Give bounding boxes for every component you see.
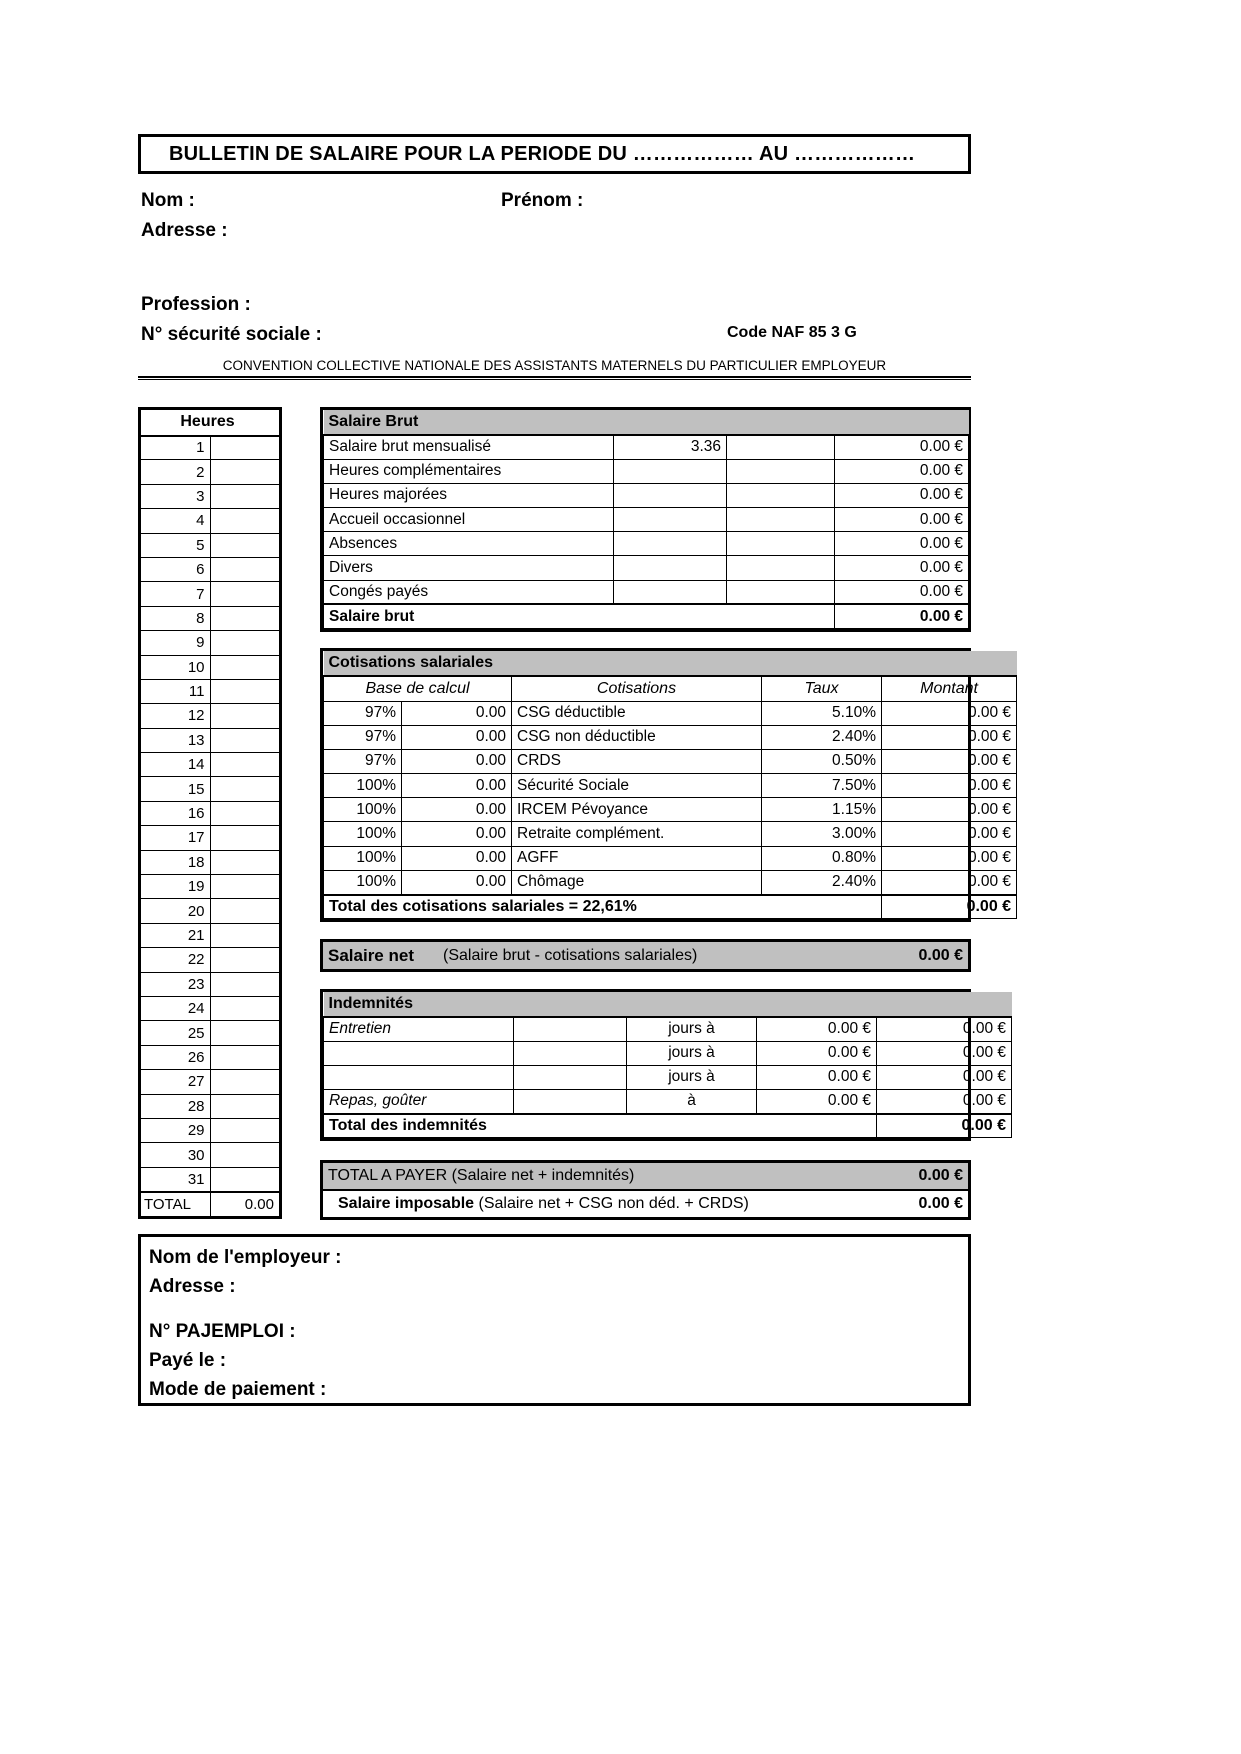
- cotisation-base: 0.00: [402, 701, 512, 725]
- hours-row: [141, 484, 280, 508]
- cotisation-montant: 0.00 €: [882, 798, 1017, 822]
- hours-row: [141, 436, 280, 460]
- cotisation-pct: 100%: [324, 846, 402, 870]
- indemnites-band-row: [324, 992, 1012, 1017]
- hours-day-number: 31: [141, 1167, 211, 1191]
- employer-spacer: [149, 1305, 968, 1321]
- indemnite-unit: jours à: [627, 1017, 757, 1041]
- hours-day-number: 23: [141, 972, 211, 996]
- hours-day-number: 2: [141, 460, 211, 484]
- hours-day-value[interactable]: [210, 484, 280, 508]
- indemnite-quantity[interactable]: [514, 1090, 627, 1114]
- document-title: BULLETIN DE SALAIRE POUR LA PERIODE DU ……………… AU ………………: [169, 142, 916, 165]
- salaire-brut-amount: 0.00 €: [835, 483, 969, 507]
- hours-day-value[interactable]: [210, 972, 280, 996]
- hours-total-row: [141, 1192, 280, 1216]
- cotisations-total-amount: 0.00 €: [882, 895, 1017, 919]
- salaire-imposable-row: [323, 1190, 968, 1217]
- hours-row: [141, 923, 280, 947]
- header-taux: Taux: [762, 676, 882, 701]
- salaire-net-section: [320, 939, 971, 972]
- hours-row: [141, 460, 280, 484]
- hours-day-value[interactable]: [210, 899, 280, 923]
- salaire-brut-label: Heures complémentaires: [324, 459, 614, 483]
- hours-row: [141, 899, 280, 923]
- hours-day-value[interactable]: [210, 1045, 280, 1069]
- hours-day-number: 6: [141, 557, 211, 581]
- hours-day-number: 29: [141, 1118, 211, 1142]
- header-montant: Montant: [882, 676, 1017, 701]
- cotisation-base: 0.00: [402, 822, 512, 846]
- cotisation-montant: 0.00 €: [882, 822, 1017, 846]
- salaire-brut-base[interactable]: [614, 459, 727, 483]
- salaire-imposable-amount: 0.00 €: [918, 1195, 963, 1212]
- indemnite-unit: jours à: [627, 1041, 757, 1065]
- cotisation-pct: 100%: [324, 870, 402, 894]
- hours-day-value[interactable]: [210, 679, 280, 703]
- indemnites-section: [320, 989, 1007, 1141]
- salaire-brut-row: [324, 459, 969, 483]
- employer-mode-paiement-label: Mode de paiement :: [149, 1379, 327, 1400]
- hours-row: [141, 557, 280, 581]
- salaire-brut-amount: 0.00 €: [835, 459, 969, 483]
- hours-table: [138, 407, 282, 1219]
- hours-day-value[interactable]: [210, 996, 280, 1020]
- hours-day-number: 3: [141, 484, 211, 508]
- hours-day-value[interactable]: [210, 557, 280, 581]
- hours-day-number: 9: [141, 631, 211, 655]
- hours-row: [141, 777, 280, 801]
- cotisations-band-row: [324, 651, 1017, 676]
- employer-nom-label: Nom de l'employeur :: [149, 1247, 342, 1268]
- indemnite-row: [324, 1041, 1012, 1065]
- hours-day-value[interactable]: [210, 1167, 280, 1191]
- employer-paye-label: Payé le :: [149, 1350, 227, 1371]
- convention-collective-text: CONVENTION COLLECTIVE NATIONALE DES ASSISTANTS MATERNELS DU PARTICULIER EMPLOYEUR: [222, 358, 887, 373]
- salaire-brut-amount: 0.00 €: [835, 556, 969, 580]
- cotisation-taux: 0.50%: [762, 749, 882, 773]
- indemnites-total-label: Total des indemnités: [324, 1114, 877, 1138]
- code-naf: Code NAF 85 3 G: [727, 324, 857, 341]
- cotisation-row: [324, 870, 1017, 894]
- cotisation-pct: 100%: [324, 798, 402, 822]
- hours-row: [141, 753, 280, 777]
- salaire-imposable-detail: (Salaire net + CSG non déd. + CRDS): [478, 1195, 749, 1212]
- cotisation-row: [324, 725, 1017, 749]
- cotisation-montant: 0.00 €: [882, 870, 1017, 894]
- indemnite-row: [324, 1090, 1012, 1114]
- total-a-payer-label: TOTAL A PAYER (Salaire net + indemnités): [323, 1163, 833, 1190]
- cotisation-label: CSG non déductible: [512, 725, 762, 749]
- hours-day-number: 18: [141, 850, 211, 874]
- hours-day-value[interactable]: [210, 1118, 280, 1142]
- hours-day-value[interactable]: [210, 801, 280, 825]
- indemnite-unit: à: [627, 1090, 757, 1114]
- hours-row: [141, 826, 280, 850]
- hours-day-number: 5: [141, 533, 211, 557]
- hours-day-number: 27: [141, 1070, 211, 1094]
- salaire-brut-mid[interactable]: [727, 435, 835, 459]
- prenom-label: Prénom :: [501, 190, 584, 211]
- hours-total-value: 0.00: [210, 1192, 280, 1216]
- hours-day-value[interactable]: [210, 753, 280, 777]
- hours-row: [141, 582, 280, 606]
- hours-day-number: 25: [141, 1021, 211, 1045]
- hours-row: [141, 875, 280, 899]
- cotisation-taux: 7.50%: [762, 774, 882, 798]
- indemnites-total-row: [324, 1114, 1012, 1138]
- salaire-brut-amount: 0.00 €: [835, 580, 969, 604]
- cotisation-base: 0.00: [402, 749, 512, 773]
- indemnite-unit: jours à: [627, 1065, 757, 1089]
- hours-day-number: 11: [141, 679, 211, 703]
- hours-day-value[interactable]: [210, 533, 280, 557]
- cotisation-taux: 3.00%: [762, 822, 882, 846]
- cotisation-row: [324, 774, 1017, 798]
- cotisation-base: 0.00: [402, 846, 512, 870]
- salaire-brut-mid[interactable]: [727, 508, 835, 532]
- hours-row: [141, 1094, 280, 1118]
- salaire-brut-row: [324, 532, 969, 556]
- hours-header-label: Heures: [141, 410, 280, 436]
- hours-day-value[interactable]: [210, 850, 280, 874]
- cotisation-row: [324, 822, 1017, 846]
- hours-row: [141, 533, 280, 557]
- hours-row: [141, 631, 280, 655]
- identity-spacer: [141, 250, 981, 294]
- hours-day-value[interactable]: [210, 582, 280, 606]
- salaire-brut-mid[interactable]: [727, 459, 835, 483]
- salaire-brut-row: [324, 580, 969, 604]
- hours-day-number: 17: [141, 826, 211, 850]
- hours-day-number: 22: [141, 948, 211, 972]
- hours-day-number: 14: [141, 753, 211, 777]
- cotisation-montant: 0.00 €: [882, 749, 1017, 773]
- hours-day-value[interactable]: [210, 436, 280, 460]
- salaire-brut-base[interactable]: 3.36: [614, 435, 727, 459]
- hours-row: [141, 1167, 280, 1191]
- document-title-box: [138, 134, 971, 174]
- salaire-brut-base[interactable]: [614, 483, 727, 507]
- cotisation-row: [324, 798, 1017, 822]
- employee-identity-block: [141, 190, 981, 354]
- indemnite-amount: 0.00 €: [877, 1017, 1012, 1041]
- salaire-net-label: Salaire net: [323, 942, 443, 969]
- hours-day-number: 10: [141, 655, 211, 679]
- header-cotisations: Cotisations: [512, 676, 762, 701]
- cotisation-taux: 1.15%: [762, 798, 882, 822]
- hours-day-number: 13: [141, 728, 211, 752]
- profession-label: Profession :: [141, 294, 251, 315]
- salaire-brut-amount: 0.00 €: [835, 435, 969, 459]
- salaire-brut-total-label: Salaire brut: [324, 604, 835, 628]
- indemnite-rate[interactable]: 0.00 €: [757, 1090, 877, 1114]
- hours-day-number: 16: [141, 801, 211, 825]
- total-a-payer-row: [323, 1163, 968, 1190]
- adresse-label: Adresse :: [141, 220, 228, 241]
- hours-row: [141, 1070, 280, 1094]
- cotisation-label: CSG déductible: [512, 701, 762, 725]
- indemnite-quantity[interactable]: [514, 1065, 627, 1089]
- hours-row: [141, 679, 280, 703]
- cotisation-pct: 97%: [324, 701, 402, 725]
- hours-day-number: 30: [141, 1143, 211, 1167]
- indemnite-amount: 0.00 €: [877, 1090, 1012, 1114]
- salaire-brut-total-row: [324, 604, 969, 628]
- hours-day-number: 24: [141, 996, 211, 1020]
- cotisation-label: IRCEM Pévoyance: [512, 798, 762, 822]
- indemnite-quantity[interactable]: [514, 1017, 627, 1041]
- hours-row: [141, 704, 280, 728]
- cotisation-montant: 0.00 €: [882, 701, 1017, 725]
- convention-collective-block: [138, 358, 971, 380]
- total-a-payer-amount: 0.00 €: [833, 1163, 968, 1190]
- hours-day-number: 26: [141, 1045, 211, 1069]
- hours-day-value[interactable]: [210, 826, 280, 850]
- cotisations-section: [320, 648, 1012, 922]
- hours-day-number: 4: [141, 509, 211, 533]
- cotisation-row: [324, 749, 1017, 773]
- hours-row: [141, 1143, 280, 1167]
- cotisation-taux: 2.40%: [762, 870, 882, 894]
- hours-day-value[interactable]: [210, 1143, 280, 1167]
- hours-day-value[interactable]: [210, 875, 280, 899]
- indemnite-rate[interactable]: 0.00 €: [757, 1041, 877, 1065]
- salaire-imposable-label: [323, 1190, 833, 1217]
- cotisation-base: 0.00: [402, 798, 512, 822]
- hours-header-row: [141, 410, 280, 436]
- salaire-brut-label: Divers: [324, 556, 614, 580]
- salaire-brut-mid[interactable]: [727, 483, 835, 507]
- indemnite-label[interactable]: [324, 1065, 514, 1089]
- hours-day-value[interactable]: [210, 460, 280, 484]
- indemnite-amount: 0.00 €: [877, 1065, 1012, 1089]
- hours-day-value[interactable]: [210, 1070, 280, 1094]
- hours-day-value[interactable]: [210, 728, 280, 752]
- cotisation-pct: 100%: [324, 774, 402, 798]
- hours-day-value[interactable]: [210, 923, 280, 947]
- nom-label: Nom :: [141, 190, 195, 211]
- hours-row: [141, 509, 280, 533]
- salaire-brut-amount: 0.00 €: [835, 532, 969, 556]
- hours-total-label: TOTAL: [141, 1192, 211, 1216]
- cotisations-total-row: [324, 895, 1017, 919]
- cotisation-label: Sécurité Sociale: [512, 774, 762, 798]
- salaire-brut-base[interactable]: [614, 580, 727, 604]
- hours-day-number: 20: [141, 899, 211, 923]
- cotisation-base: 0.00: [402, 870, 512, 894]
- securite-sociale-label: N° sécurité sociale :: [141, 324, 322, 345]
- hours-day-value[interactable]: [210, 606, 280, 630]
- salaire-brut-band-label: Salaire Brut: [324, 410, 969, 435]
- hours-day-number: 19: [141, 875, 211, 899]
- salaire-brut-amount: 0.00 €: [835, 508, 969, 532]
- indemnite-rate[interactable]: 0.00 €: [757, 1065, 877, 1089]
- indemnite-amount: 0.00 €: [877, 1041, 1012, 1065]
- salaire-brut-row: [324, 483, 969, 507]
- indemnite-label[interactable]: [324, 1041, 514, 1065]
- cotisation-montant: 0.00 €: [882, 774, 1017, 798]
- cotisations-total-label: Total des cotisations salariales = 22,61%: [324, 895, 882, 919]
- cotisation-pct: 100%: [324, 822, 402, 846]
- salaire-brut-label: Heures majorées: [324, 483, 614, 507]
- salaire-brut-base[interactable]: [614, 532, 727, 556]
- salaire-brut-mid[interactable]: [727, 556, 835, 580]
- hours-day-value[interactable]: [210, 704, 280, 728]
- identity-row-address: [141, 220, 981, 250]
- hours-day-number: 1: [141, 436, 211, 460]
- cotisation-taux: 0.80%: [762, 846, 882, 870]
- cotisation-label: Chômage: [512, 870, 762, 894]
- salaire-brut-mid[interactable]: [727, 580, 835, 604]
- salaire-brut-base[interactable]: [614, 556, 727, 580]
- indemnite-quantity[interactable]: [514, 1041, 627, 1065]
- hours-row: [141, 948, 280, 972]
- cotisations-band-label: Cotisations salariales: [324, 651, 1017, 676]
- cotisation-taux: 5.10%: [762, 701, 882, 725]
- employer-block: [138, 1234, 971, 1406]
- hours-day-value[interactable]: [210, 948, 280, 972]
- identity-row-profession: [141, 294, 981, 324]
- header-base-de-calcul: Base de calcul: [324, 676, 512, 701]
- cotisation-row: [324, 701, 1017, 725]
- cotisation-taux: 2.40%: [762, 725, 882, 749]
- salaire-brut-section: [320, 407, 971, 632]
- cotisation-montant: 0.00 €: [882, 846, 1017, 870]
- indemnite-label[interactable]: Repas, goûter: [324, 1090, 514, 1114]
- salaire-brut-row: [324, 508, 969, 532]
- hours-day-value[interactable]: [210, 1094, 280, 1118]
- hours-day-value[interactable]: [210, 509, 280, 533]
- salaire-net-row: [323, 942, 968, 969]
- indemnite-row: [324, 1065, 1012, 1089]
- cotisation-montant: 0.00 €: [882, 725, 1017, 749]
- salaire-brut-label: Salaire brut mensualisé: [324, 435, 614, 459]
- salaire-brut-row: [324, 435, 969, 459]
- employer-pajemploi-label: N° PAJEMPLOI :: [149, 1321, 296, 1342]
- totaux-section: [320, 1160, 971, 1220]
- cotisation-base: 0.00: [402, 774, 512, 798]
- salaire-brut-label: Congés payés: [324, 580, 614, 604]
- employer-adresse-label: Adresse :: [149, 1276, 236, 1297]
- indemnites-total-amount: 0.00 €: [877, 1114, 1012, 1138]
- hours-day-number: 7: [141, 582, 211, 606]
- hours-day-value[interactable]: [210, 655, 280, 679]
- cotisation-row: [324, 846, 1017, 870]
- hours-row: [141, 1021, 280, 1045]
- salaire-brut-total-amount: 0.00 €: [835, 604, 969, 628]
- hours-row: [141, 655, 280, 679]
- hours-day-number: 8: [141, 606, 211, 630]
- cotisation-pct: 97%: [324, 725, 402, 749]
- hours-row: [141, 1045, 280, 1069]
- cotisation-base: 0.00: [402, 725, 512, 749]
- salaire-imposable-bold: Salaire imposable: [338, 1195, 475, 1212]
- hours-row: [141, 801, 280, 825]
- hours-day-number: 15: [141, 777, 211, 801]
- indemnite-rate[interactable]: 0.00 €: [757, 1017, 877, 1041]
- hours-row: [141, 728, 280, 752]
- cotisation-label: AGFF: [512, 846, 762, 870]
- salaire-net-amount: 0.00 €: [833, 942, 968, 969]
- hours-row: [141, 1118, 280, 1142]
- cotisation-pct: 97%: [324, 749, 402, 773]
- identity-row-secu: [141, 324, 981, 354]
- salaire-brut-base[interactable]: [614, 508, 727, 532]
- salaire-brut-label: Accueil occasionnel: [324, 508, 614, 532]
- salaire-brut-band-row: [324, 410, 969, 435]
- salaire-brut-row: [324, 556, 969, 580]
- hours-day-number: 12: [141, 704, 211, 728]
- indemnites-band-label: Indemnités: [324, 992, 1012, 1017]
- salaire-net-detail: (Salaire brut - cotisations salariales): [443, 942, 833, 969]
- hours-day-value[interactable]: [210, 631, 280, 655]
- salaire-brut-mid[interactable]: [727, 532, 835, 556]
- cotisations-header-row: [324, 676, 1017, 701]
- cotisation-label: CRDS: [512, 749, 762, 773]
- hours-day-number: 28: [141, 1094, 211, 1118]
- hours-row: [141, 850, 280, 874]
- convention-divider: [138, 376, 971, 380]
- hours-day-number: 21: [141, 923, 211, 947]
- cotisation-label: Retraite complément.: [512, 822, 762, 846]
- indemnite-label[interactable]: Entretien: [324, 1017, 514, 1041]
- hours-row: [141, 972, 280, 996]
- hours-day-value[interactable]: [210, 777, 280, 801]
- hours-day-value[interactable]: [210, 1021, 280, 1045]
- hours-row: [141, 996, 280, 1020]
- salaire-brut-label: Absences: [324, 532, 614, 556]
- indemnite-row: [324, 1017, 1012, 1041]
- identity-row-name: [141, 190, 981, 220]
- hours-row: [141, 606, 280, 630]
